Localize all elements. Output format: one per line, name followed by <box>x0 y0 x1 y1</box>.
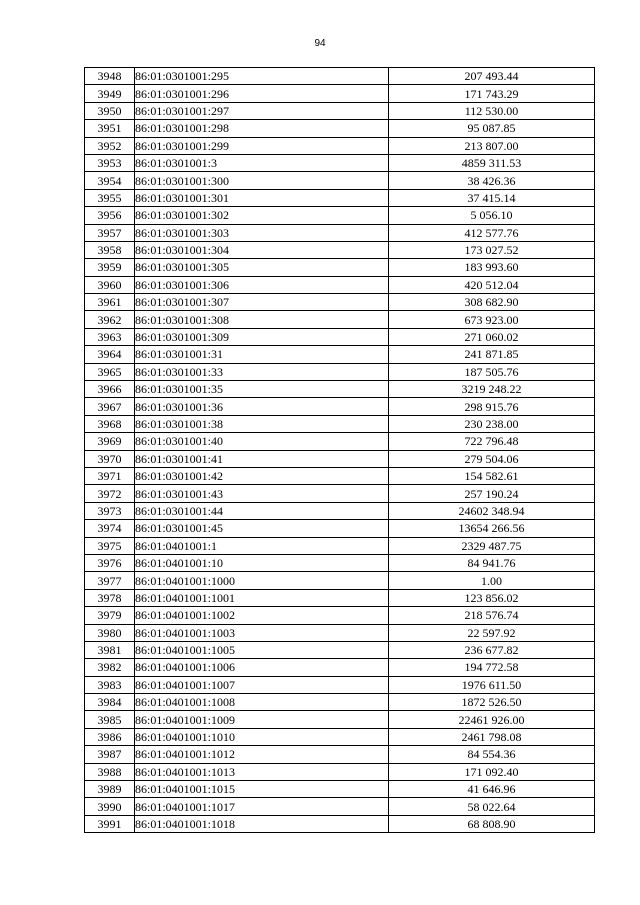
table-body <box>85 68 595 833</box>
cadastral-value: 2329 487.75 <box>389 537 595 554</box>
cadastral-number: 86:01:0301001:299 <box>135 137 389 154</box>
cadastral-value: 420 512.04 <box>389 276 595 293</box>
table-row <box>85 102 595 119</box>
table-row <box>85 311 595 328</box>
row-number: 3980 <box>85 624 135 641</box>
table-row <box>85 589 595 606</box>
table-row <box>85 502 595 519</box>
cadastral-number: 86:01:0401001:1017 <box>135 798 389 815</box>
cadastral-value: 84 554.36 <box>389 746 595 763</box>
row-number: 3953 <box>85 154 135 171</box>
row-number: 3990 <box>85 798 135 815</box>
row-number: 3970 <box>85 450 135 467</box>
cadastral-number: 86:01:0301001:33 <box>135 363 389 380</box>
table-row <box>85 450 595 467</box>
cadastral-number: 86:01:0301001:44 <box>135 502 389 519</box>
cadastral-value: 673 923.00 <box>389 311 595 328</box>
cadastral-value: 24602 348.94 <box>389 502 595 519</box>
cadastral-number: 86:01:0401001:1012 <box>135 746 389 763</box>
row-number: 3962 <box>85 311 135 328</box>
row-number: 3963 <box>85 328 135 345</box>
cadastral-value: 171 092.40 <box>389 763 595 780</box>
row-number: 3972 <box>85 485 135 502</box>
cadastral-value: 236 677.82 <box>389 641 595 658</box>
cadastral-value: 298 915.76 <box>389 398 595 415</box>
cadastral-value: 271 060.02 <box>389 328 595 345</box>
row-number: 3976 <box>85 554 135 571</box>
cadastral-value: 58 022.64 <box>389 798 595 815</box>
table-row <box>85 520 595 537</box>
cadastral-value: 207 493.44 <box>389 68 595 85</box>
cadastral-number: 86:01:0301001:41 <box>135 450 389 467</box>
cadastral-number: 86:01:0301001:304 <box>135 241 389 258</box>
row-number: 3975 <box>85 537 135 554</box>
cadastral-number: 86:01:0301001:40 <box>135 433 389 450</box>
row-number: 3957 <box>85 224 135 241</box>
cadastral-value: 41 646.96 <box>389 781 595 798</box>
row-number: 3951 <box>85 120 135 137</box>
table-row <box>85 172 595 189</box>
row-number: 3971 <box>85 467 135 484</box>
cadastral-value: 171 743.29 <box>389 85 595 102</box>
cadastral-value: 1872 526.50 <box>389 694 595 711</box>
cadastral-value: 187 505.76 <box>389 363 595 380</box>
row-number: 3991 <box>85 815 135 832</box>
cadastral-number: 86:01:0301001:298 <box>135 120 389 137</box>
cadastral-number: 86:01:0301001:301 <box>135 189 389 206</box>
table-row <box>85 276 595 293</box>
cadastral-value: 412 577.76 <box>389 224 595 241</box>
table-row <box>85 746 595 763</box>
table-row <box>85 207 595 224</box>
cadastral-value: 13654 266.56 <box>389 520 595 537</box>
cadastral-number: 86:01:0401001:1 <box>135 537 389 554</box>
row-number: 3966 <box>85 381 135 398</box>
row-number: 3989 <box>85 781 135 798</box>
table-row <box>85 381 595 398</box>
cadastral-value: 279 504.06 <box>389 450 595 467</box>
cadastral-value: 230 238.00 <box>389 415 595 432</box>
row-number: 3949 <box>85 85 135 102</box>
cadastral-value: 22461 926.00 <box>389 711 595 728</box>
cadastral-number: 86:01:0401001:1002 <box>135 607 389 624</box>
cadastral-number: 86:01:0401001:1008 <box>135 694 389 711</box>
cadastral-number: 86:01:0301001:302 <box>135 207 389 224</box>
cadastral-value: 4859 311.53 <box>389 154 595 171</box>
row-number: 3954 <box>85 172 135 189</box>
table-row <box>85 398 595 415</box>
row-number: 3973 <box>85 502 135 519</box>
table-row <box>85 415 595 432</box>
row-number: 3978 <box>85 589 135 606</box>
table-row <box>85 537 595 554</box>
row-number: 3982 <box>85 659 135 676</box>
cadastral-number: 86:01:0301001:297 <box>135 102 389 119</box>
row-number: 3984 <box>85 694 135 711</box>
cadastral-value: 5 056.10 <box>389 207 595 224</box>
table-row <box>85 572 595 589</box>
cadastral-number: 86:01:0401001:1000 <box>135 572 389 589</box>
cadastral-number: 86:01:0401001:1015 <box>135 781 389 798</box>
table-row <box>85 694 595 711</box>
cadastral-number: 86:01:0401001:1018 <box>135 815 389 832</box>
cadastral-number: 86:01:0301001:31 <box>135 346 389 363</box>
cadastral-number: 86:01:0301001:45 <box>135 520 389 537</box>
table-row <box>85 676 595 693</box>
table-row <box>85 624 595 641</box>
cadastral-number: 86:01:0301001:36 <box>135 398 389 415</box>
table-row <box>85 815 595 832</box>
row-number: 3952 <box>85 137 135 154</box>
cadastral-value: 38 426.36 <box>389 172 595 189</box>
row-number: 3958 <box>85 241 135 258</box>
page-number: 94 <box>314 38 326 49</box>
table-row <box>85 189 595 206</box>
cadastral-number: 86:01:0301001:296 <box>135 85 389 102</box>
row-number: 3956 <box>85 207 135 224</box>
cadastral-value: 154 582.61 <box>389 467 595 484</box>
row-number: 3955 <box>85 189 135 206</box>
cadastral-value: 84 941.76 <box>389 554 595 571</box>
cadastral-number: 86:01:0301001:309 <box>135 328 389 345</box>
table-row <box>85 294 595 311</box>
row-number: 3969 <box>85 433 135 450</box>
cadastral-value: 722 796.48 <box>389 433 595 450</box>
row-number: 3977 <box>85 572 135 589</box>
cadastral-value: 213 807.00 <box>389 137 595 154</box>
cadastral-value: 112 530.00 <box>389 102 595 119</box>
cadastral-value: 218 576.74 <box>389 607 595 624</box>
cadastral-value: 173 027.52 <box>389 241 595 258</box>
row-number: 3965 <box>85 363 135 380</box>
cadastral-number: 86:01:0401001:1013 <box>135 763 389 780</box>
row-number: 3968 <box>85 415 135 432</box>
cadastral-value: 37 415.14 <box>389 189 595 206</box>
cadastral-value: 194 772.58 <box>389 659 595 676</box>
table-row <box>85 467 595 484</box>
cadastral-number: 86:01:0301001:303 <box>135 224 389 241</box>
table-row <box>85 781 595 798</box>
cadastral-number: 86:01:0401001:1006 <box>135 659 389 676</box>
cadastral-number: 86:01:0401001:1010 <box>135 728 389 745</box>
cadastral-number: 86:01:0301001:42 <box>135 467 389 484</box>
cadastral-number: 86:01:0301001:305 <box>135 259 389 276</box>
table-row <box>85 763 595 780</box>
row-number: 3948 <box>85 68 135 85</box>
table-row <box>85 120 595 137</box>
table-row <box>85 554 595 571</box>
cadastral-number: 86:01:0401001:1009 <box>135 711 389 728</box>
row-number: 3987 <box>85 746 135 763</box>
cadastral-value: 1976 611.50 <box>389 676 595 693</box>
table-row <box>85 328 595 345</box>
table-row <box>85 659 595 676</box>
cadastral-number: 86:01:0401001:1007 <box>135 676 389 693</box>
cadastral-value: 1.00 <box>389 572 595 589</box>
table-row <box>85 641 595 658</box>
row-number: 3986 <box>85 728 135 745</box>
cadastral-number: 86:01:0301001:306 <box>135 276 389 293</box>
table-row <box>85 433 595 450</box>
cadastral-number: 86:01:0301001:307 <box>135 294 389 311</box>
cadastral-value: 3219 248.22 <box>389 381 595 398</box>
cadastral-value: 257 190.24 <box>389 485 595 502</box>
cadastral-number: 86:01:0301001:35 <box>135 381 389 398</box>
cadastral-value: 95 087.85 <box>389 120 595 137</box>
table-row <box>85 137 595 154</box>
row-number: 3950 <box>85 102 135 119</box>
row-number: 3979 <box>85 607 135 624</box>
row-number: 3964 <box>85 346 135 363</box>
table-row <box>85 259 595 276</box>
row-number: 3985 <box>85 711 135 728</box>
row-number: 3974 <box>85 520 135 537</box>
cadastral-value: 183 993.60 <box>389 259 595 276</box>
cadastral-value: 241 871.85 <box>389 346 595 363</box>
table-row <box>85 68 595 85</box>
cadastral-number: 86:01:0301001:3 <box>135 154 389 171</box>
row-number: 3983 <box>85 676 135 693</box>
row-number: 3967 <box>85 398 135 415</box>
table-row <box>85 728 595 745</box>
row-number: 3961 <box>85 294 135 311</box>
cadastral-number: 86:01:0401001:1003 <box>135 624 389 641</box>
table-row <box>85 363 595 380</box>
cadastral-value: 308 682.90 <box>389 294 595 311</box>
table-row <box>85 485 595 502</box>
table-row <box>85 798 595 815</box>
cadastral-number: 86:01:0401001:10 <box>135 554 389 571</box>
cadastral-value-table <box>84 67 595 833</box>
cadastral-value: 22 597.92 <box>389 624 595 641</box>
cadastral-value: 123 856.02 <box>389 589 595 606</box>
table-row <box>85 224 595 241</box>
table-row <box>85 154 595 171</box>
table-row <box>85 241 595 258</box>
row-number: 3959 <box>85 259 135 276</box>
cadastral-number: 86:01:0301001:295 <box>135 68 389 85</box>
row-number: 3960 <box>85 276 135 293</box>
table-row <box>85 711 595 728</box>
cadastral-number: 86:01:0301001:38 <box>135 415 389 432</box>
row-number: 3988 <box>85 763 135 780</box>
cadastral-value: 2461 798.08 <box>389 728 595 745</box>
table-row <box>85 607 595 624</box>
table-row <box>85 346 595 363</box>
cadastral-number: 86:01:0401001:1005 <box>135 641 389 658</box>
cadastral-number: 86:01:0301001:43 <box>135 485 389 502</box>
cadastral-number: 86:01:0401001:1001 <box>135 589 389 606</box>
table-row <box>85 85 595 102</box>
row-number: 3981 <box>85 641 135 658</box>
cadastral-number: 86:01:0301001:308 <box>135 311 389 328</box>
cadastral-number: 86:01:0301001:300 <box>135 172 389 189</box>
cadastral-value: 68 808.90 <box>389 815 595 832</box>
